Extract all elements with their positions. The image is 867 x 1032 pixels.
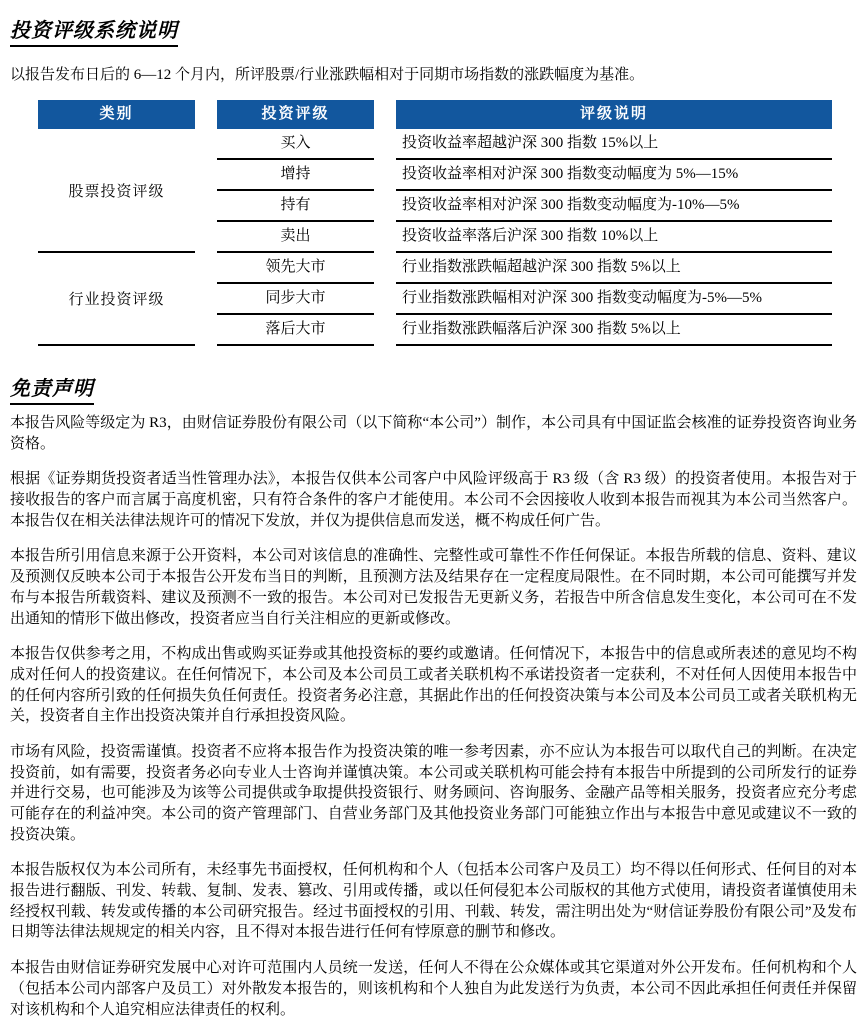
rating-description-cell: 投资收益率相对沪深 300 指数变动幅度为-10%—5% — [396, 191, 832, 222]
disclaimer-body — [10, 413, 857, 1020]
disclaimer-paragraph: 本报告所引用信息来源于公开资料，本公司对该信息的准确性、完整性或可靠性不作任何保证。本报告所载的信息、资料、建议及预测仅反映本公司于本报告公开发布当日的判断，且预测方法及结果存在一定程度局限性。在不同时期，本公司可能撰写并发布与本报告所载资料、建议及预测不一致的报告。本公司对已发报告无更新义务，若报告中所含信息发生变化，本公司可在不发出通知的情形下做出修改，投资者应当自行关注相应的更新或修改。 — [10, 548, 857, 627]
table-header-cell: 评级说明 — [396, 100, 832, 129]
disclaimer-paragraph: 本报告版权仅为本公司所有，未经事先书面授权，任何机构和个人（包括本公司客户及员工）均不得以任何形式、任何目的对本报告进行翻版、刊发、转载、复制、发表、篡改、引用或传播，或以任何侵犯本公司版权的其他方式使用，请投资者谨慎使用未经授权刊载、转发或传播的本公司研究报告。经过书面授权的引用、刊载、转发，需注明出处为“财信证券股份有限公司”及发布日期等法律法规规定的相关内容，且不得对本报告进行任何有悖原意的删节和修改。 — [10, 862, 857, 941]
rating-cell: 同步大市 — [217, 284, 374, 315]
disclaimer-paragraph: 本报告风险等级定为 R3，由财信证券股份有限公司（以下简称“本公司”）制作，本公司具有中国证监会核准的证券投资咨询业务资格。 — [10, 415, 857, 452]
disclaimer-paragraph: 本报告由财信证券研究发展中心对许可范围内人员统一发送，任何人不得在公众媒体或其它渠道对外公开发布。任何机构和个人（包括本公司内部客户及员工）对外散发本报告的，则该机构和个人独自为此发送行为负责，本公司不因此承担任何责任并保留对该机构和个人追究相应法律责任的权利。 — [10, 960, 857, 1018]
rating-cell: 买入 — [217, 129, 374, 160]
rating-cell: 卖出 — [217, 222, 374, 253]
rating-description-cell: 行业指数涨跌幅相对沪深 300 指数变动幅度为-5%—5% — [396, 284, 832, 315]
disclaimer-paragraph: 本报告仅供参考之用，不构成出售或购买证券或其他投资标的要约或邀请。任何情况下，本报告中的信息或所表述的意见均不构成对任何人的投资建议。在任何情况下，本公司及本公司员工或者关联机构不承诺投资者一定获利，不对任何人因使用本报告中的任何内容所引致的任何损失负任何责任。投资者务必注意，其据此作出的任何投资决策与本公司及本公司员工或者关联机构无关，投资者自主作出投资决策并自行承担投资风险。 — [10, 646, 857, 725]
rating-cell: 增持 — [217, 160, 374, 191]
report-page — [10, 8, 857, 1020]
disclaimer-section-title: 免责声明 — [10, 372, 94, 405]
rating-description-cell: 投资收益率相对沪深 300 指数变动幅度为 5%—15% — [396, 160, 832, 191]
category-cell: 股票投资评级 — [38, 129, 195, 253]
rating-cell: 持有 — [217, 191, 374, 222]
rating-description-cell: 投资收益率落后沪深 300 指数 10%以上 — [396, 222, 832, 253]
table-header-cell: 类别 — [38, 100, 195, 129]
rating-description-cell: 行业指数涨跌幅超越沪深 300 指数 5%以上 — [396, 253, 832, 284]
rating-section-title: 投资评级系统说明 — [10, 14, 178, 47]
rating-benchmark-intro: 以报告发布日后的 6—12 个月内，所评股票/行业涨跌幅相对于同期市场指数的涨跌幅度为基准。 — [10, 67, 645, 83]
category-cell: 行业投资评级 — [38, 253, 195, 346]
disclaimer-paragraph: 根据《证券期货投资者适当性管理办法》，本报告仅供本公司客户中风险评级高于 R3 级（含 R3 级）的投资者使用。本报告对于接收报告的客户而言属于高度机密，只有符合条件的客户才能使用。本公司不会因接收人收到本报告而视其为本公司当然客户。本报告仅在相关法律法规许可的情况下发放，并仅为提供信息而发送，概不构成任何广告。 — [10, 471, 857, 529]
table-header-cell: 投资评级 — [217, 100, 374, 129]
rating-description-cell: 投资收益率超越沪深 300 指数 15%以上 — [396, 129, 832, 160]
rating-cell: 落后大市 — [217, 315, 374, 346]
rating-cell: 领先大市 — [217, 253, 374, 284]
investment-rating-table — [38, 100, 849, 346]
disclaimer-paragraph: 市场有风险，投资需谨慎。投资者不应将本报告作为投资决策的唯一参考因素，亦不应认为本报告可以取代自己的判断。在决定投资前，如有需要，投资者务必向专业人士咨询并谨慎决策。本公司或关联机构可能会持有本报告中所提到的公司所发行的证券并进行交易，也可能涉及为该等公司提供或争取提供投资银行、财务顾问、咨询服务、金融产品等相关服务，投资者应充分考虑可能存在的利益冲突。本公司的资产管理部门、自营业务部门及其他投资业务部门可能独立作出与本报告中意见或建议不一致的投资决策。 — [10, 743, 857, 843]
rating-description-cell: 行业指数涨跌幅落后沪深 300 指数 5%以上 — [396, 315, 832, 346]
